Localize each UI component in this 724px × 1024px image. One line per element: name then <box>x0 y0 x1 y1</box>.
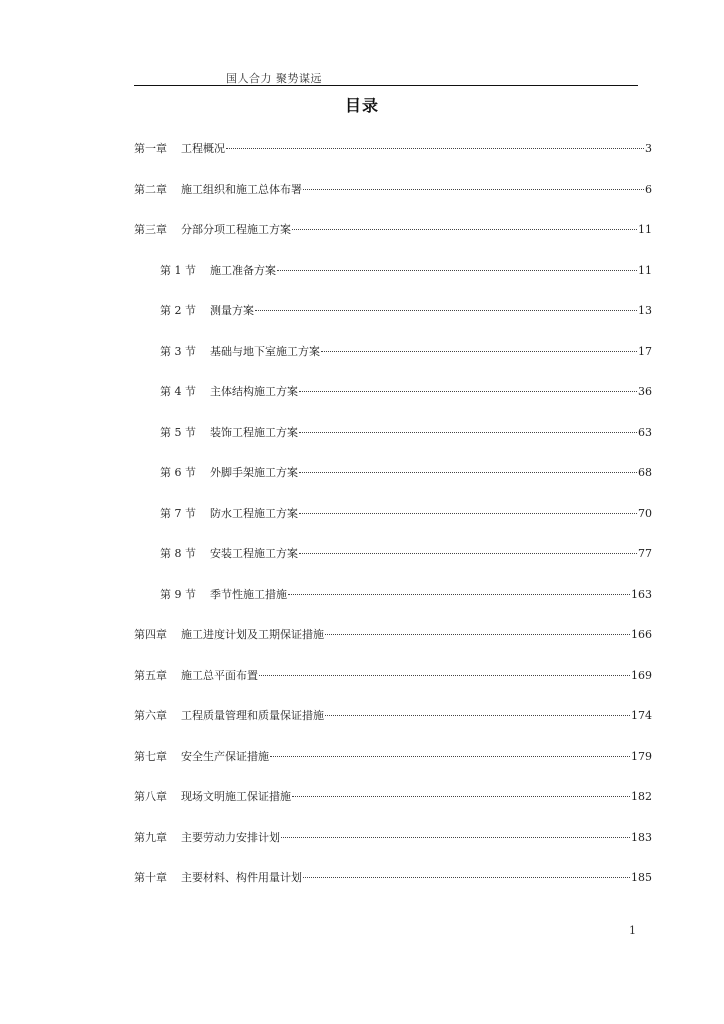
toc-entry[interactable] <box>160 302 652 318</box>
toc-entry[interactable] <box>160 383 652 399</box>
toc-entry-page: 6 <box>645 183 652 196</box>
toc-entry-number: 第十章 <box>134 871 167 884</box>
toc-entry[interactable] <box>134 221 652 237</box>
toc-dot-leader <box>292 796 630 797</box>
toc-entry-title: 现场文明施工保证措施 <box>181 790 291 803</box>
page-number: 1 <box>629 924 636 937</box>
toc-entry-title: 防水工程施工方案 <box>210 507 298 520</box>
toc-entry-title: 装饰工程施工方案 <box>210 426 298 439</box>
toc-entry-number: 第七章 <box>134 750 167 763</box>
toc-dot-leader <box>325 715 630 716</box>
toc-entry[interactable] <box>160 424 652 440</box>
toc-entry-number: 第 6 节 <box>160 466 196 479</box>
toc-entry-number: 第 8 节 <box>160 547 196 560</box>
toc-entry-title: 安全生产保证措施 <box>181 750 269 763</box>
toc-dot-leader <box>270 756 630 757</box>
toc-entry-number: 第五章 <box>134 669 167 682</box>
toc-entry-page: 166 <box>631 628 652 641</box>
toc-entry-page: 68 <box>638 466 652 479</box>
toc-dot-leader <box>292 229 637 230</box>
toc-dot-leader <box>303 877 630 878</box>
toc-dot-leader <box>259 675 630 676</box>
toc-entry[interactable] <box>134 829 652 845</box>
toc-entry[interactable] <box>160 505 652 521</box>
toc-entry-title: 施工准备方案 <box>210 264 276 277</box>
toc-entry-page: 70 <box>638 507 652 520</box>
toc-entry-number: 第 4 节 <box>160 385 196 398</box>
toc-entry-page: 11 <box>638 223 652 236</box>
toc-dot-leader <box>226 148 644 149</box>
toc-entry-page: 174 <box>631 709 652 722</box>
toc-dot-leader <box>321 351 637 352</box>
toc-dot-leader <box>288 594 630 595</box>
toc-entry-number: 第 7 节 <box>160 507 196 520</box>
toc-entry-title: 主要劳动力安排计划 <box>181 831 280 844</box>
toc-entry-title: 基础与地下室施工方案 <box>210 345 320 358</box>
toc-entry-title: 外脚手架施工方案 <box>210 466 298 479</box>
toc-entry[interactable] <box>160 262 652 278</box>
toc-entry-page: 36 <box>638 385 652 398</box>
toc-entry-page: 182 <box>631 790 652 803</box>
toc-entry-title: 施工组织和施工总体布署 <box>181 183 302 196</box>
toc-entry-number: 第九章 <box>134 831 167 844</box>
toc-entry[interactable] <box>134 181 652 197</box>
toc-entry[interactable] <box>160 343 652 359</box>
toc-entry-title: 分部分项工程施工方案 <box>181 223 291 236</box>
toc-entry[interactable] <box>134 748 652 764</box>
toc-dot-leader <box>277 270 637 271</box>
toc-dot-leader <box>299 553 637 554</box>
toc-entry-number: 第三章 <box>134 223 167 236</box>
page-header <box>134 70 638 86</box>
toc-entry-number: 第 2 节 <box>160 304 196 317</box>
toc-entry[interactable] <box>160 464 652 480</box>
toc-entry-title: 工程质量管理和质量保证措施 <box>181 709 324 722</box>
toc-entry[interactable] <box>134 626 652 642</box>
toc-entry[interactable] <box>134 869 652 885</box>
toc-entry-title: 工程概况 <box>181 142 225 155</box>
toc-entry-page: 179 <box>631 750 652 763</box>
toc-dot-leader <box>255 310 637 311</box>
toc-dot-leader <box>281 837 630 838</box>
header-rule <box>134 85 638 86</box>
toc-entry-page: 3 <box>645 142 652 155</box>
toc-dot-leader <box>299 432 637 433</box>
toc-entry-title: 季节性施工措施 <box>210 588 287 601</box>
toc-entry-page: 17 <box>638 345 652 358</box>
toc-entry[interactable] <box>160 545 652 561</box>
toc-entry-title: 施工总平面布置 <box>181 669 258 682</box>
toc-entry-number: 第八章 <box>134 790 167 803</box>
toc-entry-title: 施工进度计划及工期保证措施 <box>181 628 324 641</box>
toc-entry-page: 13 <box>638 304 652 317</box>
toc-entry[interactable] <box>134 667 652 683</box>
toc-entry-number: 第六章 <box>134 709 167 722</box>
toc-entry[interactable] <box>134 140 652 156</box>
toc-entry-page: 11 <box>638 264 652 277</box>
toc-entry[interactable] <box>134 788 652 804</box>
toc-entry-number: 第四章 <box>134 628 167 641</box>
toc-entry-number: 第 9 节 <box>160 588 196 601</box>
toc-entry-page: 163 <box>631 588 652 601</box>
toc-entry-number: 第 3 节 <box>160 345 196 358</box>
toc-entry-title: 主体结构施工方案 <box>210 385 298 398</box>
toc-entry-title: 安装工程施工方案 <box>210 547 298 560</box>
toc-entry-number: 第 5 节 <box>160 426 196 439</box>
toc-entry[interactable] <box>134 707 652 723</box>
toc-entry-page: 63 <box>638 426 652 439</box>
toc-entry-page: 183 <box>631 831 652 844</box>
header-motto: 国人合力 聚势谋远 <box>226 72 322 85</box>
toc-entry-page: 185 <box>631 871 652 884</box>
toc-dot-leader <box>299 391 637 392</box>
toc-dot-leader <box>303 189 644 190</box>
toc-entry[interactable] <box>160 586 652 602</box>
toc-entry-number: 第一章 <box>134 142 167 155</box>
toc-entry-number: 第二章 <box>134 183 167 196</box>
toc-entry-page: 77 <box>638 547 652 560</box>
toc-entry-page: 169 <box>631 669 652 682</box>
toc-entry-number: 第 1 节 <box>160 264 196 277</box>
toc-title: 目录 <box>344 96 379 115</box>
toc-dot-leader <box>325 634 630 635</box>
toc-dot-leader <box>299 472 637 473</box>
toc-dot-leader <box>299 513 637 514</box>
toc-entry-title: 测量方案 <box>210 304 254 317</box>
toc-entry-title: 主要材料、构件用量计划 <box>181 871 302 884</box>
